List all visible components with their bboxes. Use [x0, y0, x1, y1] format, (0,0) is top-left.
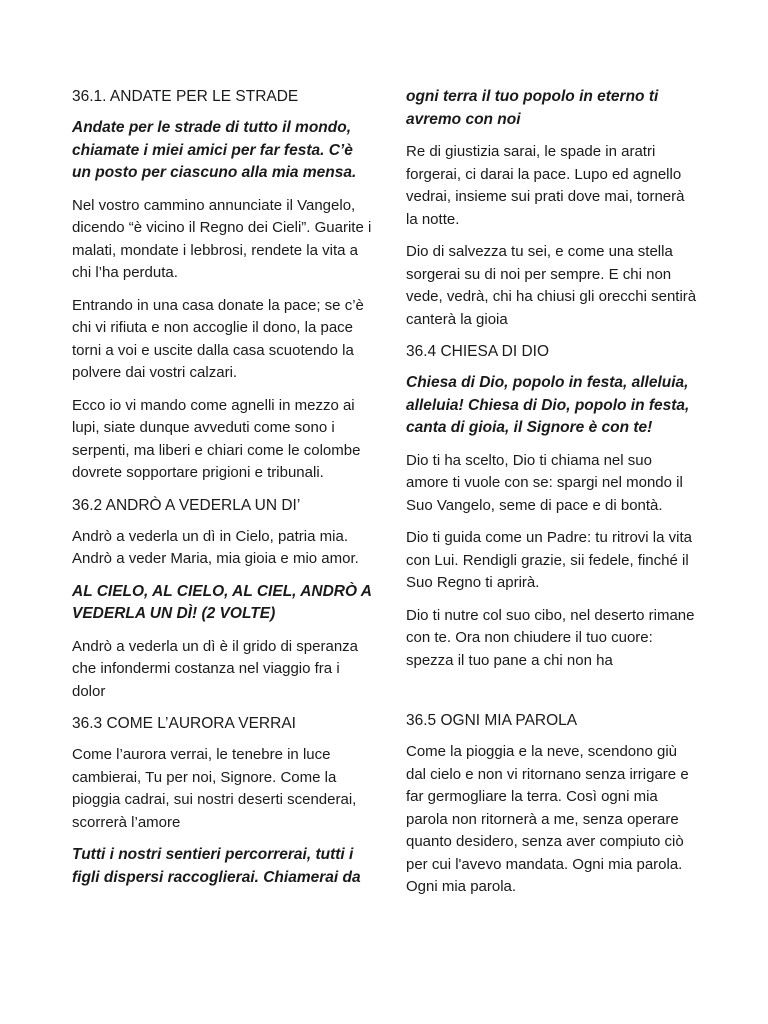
- song-36-5-verse-1: Come la pioggia e la neve, scendono giù dal cielo e non vi ritornano senza irrigare e far germogliare la terra. Così ogni mia parola non ritornerà a me, senza operare quanto desidero, senza aver compiuto ciò per cui l'avevo mandata. Ogni mia parola. Ogni mia parola.: [406, 743, 689, 895]
- song-36-2-verse-2: Andrò a vederla un dì è il grido di speranza che infondermi costanza nel viaggio fra i dolor: [72, 637, 359, 700]
- song-36-1-verse-3: Ecco io vi mando come agnelli in mezzo ai lupi, siate dunque avveduti come sono i serpenti, ma liberi e chiari come le colombe dovrete sopportare prigioni e tribunali.: [72, 396, 361, 481]
- song-36-1-title: 36.1. ANDATE PER LE STRADE: [72, 88, 299, 105]
- song-36-4-verse-2: Dio ti guida come un Padre: tu ritrovi la vita con Lui. Rendigli grazie, sii fedele, finché il Suo Regno ti aprirà.: [406, 529, 692, 591]
- left-column: [72, 86, 372, 899]
- song-36-2-refrain: AL CIELO, AL CIELO, AL CIEL, ANDRÒ A VEDERLA UN DÌ! (2 VOLTE): [72, 582, 372, 622]
- song-36-3-verse-2: Re di giustizia sarai, le spade in aratri forgerai, ci darai la pace. Lupo ed agnello vedrai, insieme sui prati dove mai, tornerà la notte.: [406, 143, 685, 228]
- song-36-3-verse-3: Dio di salvezza tu sei, e come una stella sorgerai su di noi per sempre. E chi non vede, vedrà, chi ha chiusi gli orecchi sentirà canterà la gioia: [406, 243, 697, 328]
- right-column: [406, 86, 698, 909]
- song-36-3-refrain-part-2: ogni terra il tuo popolo in eterno ti avremo con noi: [406, 88, 659, 128]
- song-36-2-verse-1: Andrò a vederla un dì in Cielo, patria mia. Andrò a veder Maria, mia gioia e mio amor.: [72, 527, 359, 567]
- song-36-4-refrain: Chiesa di Dio, popolo in festa, alleluia, alleluia! Chiesa di Dio, popolo in festa, canta di gioia, il Signore è con te!: [406, 374, 690, 436]
- song-36-1-verse-2: Entrando in una casa donate la pace; se c’è chi vi rifiuta e non accoglie il dono, la pace torni a voi e uscite dalla casa scuotendo la polvere dai vostri calzari.: [72, 296, 364, 381]
- section-spacer: [406, 682, 698, 710]
- song-36-3-verse-1: Come l’aurora verrai, le tenebre in luce cambierai, Tu per noi, Signore. Come la pioggia cadrai, sui nostri deserti scenderai, scorrerà l’amore: [72, 746, 357, 831]
- song-36-1-verse-1: Nel vostro cammino annunciate il Vangelo, dicendo “è vicino il Regno dei Cieli”. Guarite i malati, mondate i lebbrosi, rendete la vita a chi l’ha perduta.: [72, 196, 372, 281]
- song-36-3-refrain-part-1: Tutti i nostri sentieri percorrerai, tutti i figli dispersi raccoglierai. Chiamerai da: [72, 846, 361, 886]
- song-36-4-verse-1: Dio ti ha scelto, Dio ti chiama nel suo amore ti vuole con se: spargi nel mondo il Suo Vangelo, seme di pace e di bontà.: [406, 451, 683, 514]
- song-36-1-refrain: Andate per le strade di tutto il mondo, chiamate i miei amici per far festa. C’è un posto per ciascuno alla mia mensa.: [72, 119, 357, 181]
- song-36-2-title: 36.2 ANDRÒ A VEDERLA UN DI’: [72, 496, 301, 514]
- song-36-4-title: 36.4 CHIESA DI DIO: [406, 343, 549, 360]
- song-36-3-title: 36.3 COME L’AURORA VERRAI: [72, 715, 296, 732]
- song-36-5-title: 36.5 OGNI MIA PAROLA: [406, 712, 578, 729]
- song-36-4-verse-3: Dio ti nutre col suo cibo, nel deserto rimane con te. Ora non chiudere il tuo cuore: spezza il tuo pane a chi non ha: [406, 606, 695, 669]
